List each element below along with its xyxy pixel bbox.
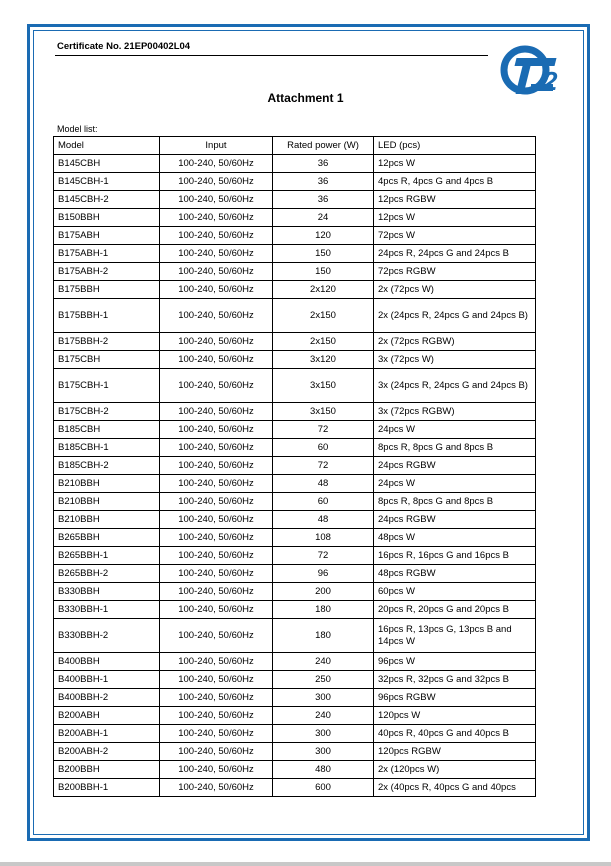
cell-input: 100-240, 50/60Hz bbox=[160, 245, 273, 263]
cell-led: 3x (72pcs W) bbox=[374, 351, 536, 369]
cell-rated-power: 60 bbox=[273, 439, 374, 457]
cell-rated-power: 150 bbox=[273, 245, 374, 263]
table-row bbox=[54, 245, 536, 263]
table-row bbox=[54, 155, 536, 173]
cell-led: 2x (72pcs RGBW) bbox=[374, 333, 536, 351]
cell-model: B200BBH-1 bbox=[54, 779, 160, 797]
cell-model: B185CBH-1 bbox=[54, 439, 160, 457]
header-rule bbox=[55, 55, 488, 56]
certificate-number: Certificate No. 21EP00402L04 bbox=[57, 41, 191, 52]
cell-input: 100-240, 50/60Hz bbox=[160, 529, 273, 547]
table-row bbox=[54, 191, 536, 209]
cell-led: 2x (120pcs W) bbox=[374, 761, 536, 779]
cell-model: B145CBH bbox=[54, 155, 160, 173]
cell-led: 24pcs RGBW bbox=[374, 511, 536, 529]
column-header-rated-power: Rated power (W) bbox=[273, 137, 374, 155]
cell-rated-power: 72 bbox=[273, 547, 374, 565]
cell-input: 100-240, 50/60Hz bbox=[160, 191, 273, 209]
table-row bbox=[54, 619, 536, 653]
cell-model: B400BBH-2 bbox=[54, 689, 160, 707]
table-row bbox=[54, 457, 536, 475]
cell-led: 72pcs RGBW bbox=[374, 263, 536, 281]
svg-text:2: 2 bbox=[543, 66, 558, 96]
cell-input: 100-240, 50/60Hz bbox=[160, 547, 273, 565]
cell-rated-power: 180 bbox=[273, 619, 374, 653]
table-row bbox=[54, 601, 536, 619]
cell-rated-power: 108 bbox=[273, 529, 374, 547]
cell-led: 48pcs RGBW bbox=[374, 565, 536, 583]
table-row bbox=[54, 653, 536, 671]
model-table bbox=[53, 136, 536, 797]
cell-led: 3x (72pcs RGBW) bbox=[374, 403, 536, 421]
cell-input: 100-240, 50/60Hz bbox=[160, 475, 273, 493]
cell-input: 100-240, 50/60Hz bbox=[160, 493, 273, 511]
cell-rated-power: 120 bbox=[273, 227, 374, 245]
cell-input: 100-240, 50/60Hz bbox=[160, 281, 273, 299]
cell-led: 16pcs R, 16pcs G and 16pcs B bbox=[374, 547, 536, 565]
column-header-input: Input bbox=[160, 137, 273, 155]
cell-rated-power: 48 bbox=[273, 511, 374, 529]
cell-input: 100-240, 50/60Hz bbox=[160, 689, 273, 707]
cell-model: B200ABH-1 bbox=[54, 725, 160, 743]
cell-rated-power: 2x120 bbox=[273, 281, 374, 299]
cell-rated-power: 3x150 bbox=[273, 369, 374, 403]
cell-model: B175CBH bbox=[54, 351, 160, 369]
cell-input: 100-240, 50/60Hz bbox=[160, 743, 273, 761]
table-row bbox=[54, 689, 536, 707]
table-row bbox=[54, 281, 536, 299]
cell-model: B200BBH bbox=[54, 761, 160, 779]
table-row bbox=[54, 547, 536, 565]
cell-led: 96pcs W bbox=[374, 653, 536, 671]
cell-rated-power: 48 bbox=[273, 475, 374, 493]
cell-led: 48pcs W bbox=[374, 529, 536, 547]
cell-rated-power: 60 bbox=[273, 493, 374, 511]
cell-rated-power: 150 bbox=[273, 263, 374, 281]
cell-model: B330BBH bbox=[54, 583, 160, 601]
table-row bbox=[54, 725, 536, 743]
cell-input: 100-240, 50/60Hz bbox=[160, 761, 273, 779]
cell-led: 24pcs RGBW bbox=[374, 457, 536, 475]
cell-rated-power: 250 bbox=[273, 671, 374, 689]
table-row bbox=[54, 369, 536, 403]
cell-rated-power: 3x150 bbox=[273, 403, 374, 421]
cell-model: B200ABH bbox=[54, 707, 160, 725]
cell-led: 2x (72pcs W) bbox=[374, 281, 536, 299]
cell-input: 100-240, 50/60Hz bbox=[160, 601, 273, 619]
cell-input: 100-240, 50/60Hz bbox=[160, 173, 273, 191]
cell-led: 72pcs W bbox=[374, 227, 536, 245]
cell-input: 100-240, 50/60Hz bbox=[160, 227, 273, 245]
cell-rated-power: 300 bbox=[273, 689, 374, 707]
cell-input: 100-240, 50/60Hz bbox=[160, 707, 273, 725]
table-row bbox=[54, 743, 536, 761]
cell-input: 100-240, 50/60Hz bbox=[160, 421, 273, 439]
table-row bbox=[54, 493, 536, 511]
cell-led: 16pcs R, 13pcs G, 13pcs B and 14pcs W bbox=[374, 619, 536, 653]
table-row bbox=[54, 511, 536, 529]
table-row bbox=[54, 333, 536, 351]
cell-model: B330BBH-2 bbox=[54, 619, 160, 653]
cell-input: 100-240, 50/60Hz bbox=[160, 403, 273, 421]
table-row bbox=[54, 227, 536, 245]
cell-input: 100-240, 50/60Hz bbox=[160, 457, 273, 475]
cell-rated-power: 200 bbox=[273, 583, 374, 601]
cell-model: B200ABH-2 bbox=[54, 743, 160, 761]
table-row bbox=[54, 707, 536, 725]
cell-model: B330BBH-1 bbox=[54, 601, 160, 619]
cell-model: B150BBH bbox=[54, 209, 160, 227]
page-title: Attachment 1 bbox=[267, 91, 344, 105]
cell-input: 100-240, 50/60Hz bbox=[160, 671, 273, 689]
table-header-row bbox=[54, 137, 536, 155]
cell-rated-power: 300 bbox=[273, 743, 374, 761]
cell-rated-power: 600 bbox=[273, 779, 374, 797]
cell-rated-power: 72 bbox=[273, 457, 374, 475]
cell-model: B175ABH-2 bbox=[54, 263, 160, 281]
cell-led: 12pcs RGBW bbox=[374, 191, 536, 209]
cell-led: 12pcs W bbox=[374, 209, 536, 227]
cell-led: 60pcs W bbox=[374, 583, 536, 601]
cell-rated-power: 36 bbox=[273, 191, 374, 209]
cell-rated-power: 36 bbox=[273, 155, 374, 173]
cell-rated-power: 3x120 bbox=[273, 351, 374, 369]
cell-input: 100-240, 50/60Hz bbox=[160, 263, 273, 281]
cell-input: 100-240, 50/60Hz bbox=[160, 351, 273, 369]
cell-led: 24pcs W bbox=[374, 475, 536, 493]
table-row bbox=[54, 529, 536, 547]
table-row bbox=[54, 779, 536, 797]
table-row bbox=[54, 403, 536, 421]
table-row bbox=[54, 761, 536, 779]
cell-input: 100-240, 50/60Hz bbox=[160, 511, 273, 529]
cell-led: 96pcs RGBW bbox=[374, 689, 536, 707]
bottom-scroll-edge bbox=[0, 862, 611, 866]
cell-led: 24pcs W bbox=[374, 421, 536, 439]
cell-model: B175CBH-1 bbox=[54, 369, 160, 403]
cell-rated-power: 36 bbox=[273, 173, 374, 191]
cell-model: B210BBH bbox=[54, 493, 160, 511]
cell-model: B175BBH-2 bbox=[54, 333, 160, 351]
cell-rated-power: 2x150 bbox=[273, 299, 374, 333]
cell-model: B210BBH bbox=[54, 475, 160, 493]
cell-input: 100-240, 50/60Hz bbox=[160, 369, 273, 403]
cell-rated-power: 24 bbox=[273, 209, 374, 227]
cell-rated-power: 240 bbox=[273, 707, 374, 725]
cell-model: B400BBH bbox=[54, 653, 160, 671]
model-list-label: Model list: bbox=[57, 124, 98, 134]
cell-input: 100-240, 50/60Hz bbox=[160, 299, 273, 333]
table-row bbox=[54, 351, 536, 369]
cell-led: 120pcs RGBW bbox=[374, 743, 536, 761]
cell-input: 100-240, 50/60Hz bbox=[160, 779, 273, 797]
cell-model: B175BBH bbox=[54, 281, 160, 299]
table-row bbox=[54, 421, 536, 439]
cell-model: B145CBH-1 bbox=[54, 173, 160, 191]
table-row bbox=[54, 209, 536, 227]
table-row bbox=[54, 299, 536, 333]
cell-led: 8pcs R, 8pcs G and 8pcs B bbox=[374, 493, 536, 511]
cell-model: B400BBH-1 bbox=[54, 671, 160, 689]
cell-input: 100-240, 50/60Hz bbox=[160, 155, 273, 173]
table-row bbox=[54, 671, 536, 689]
cell-model: B265BBH-1 bbox=[54, 547, 160, 565]
cell-input: 100-240, 50/60Hz bbox=[160, 333, 273, 351]
cell-rated-power: 300 bbox=[273, 725, 374, 743]
cell-model: B175CBH-2 bbox=[54, 403, 160, 421]
cell-input: 100-240, 50/60Hz bbox=[160, 653, 273, 671]
table-body bbox=[54, 155, 536, 797]
cell-led: 12pcs W bbox=[374, 155, 536, 173]
table-row bbox=[54, 475, 536, 493]
column-header-led: LED (pcs) bbox=[374, 137, 536, 155]
cell-led: 40pcs R, 40pcs G and 40pcs B bbox=[374, 725, 536, 743]
cell-model: B175ABH bbox=[54, 227, 160, 245]
cell-rated-power: 240 bbox=[273, 653, 374, 671]
cell-led: 24pcs R, 24pcs G and 24pcs B bbox=[374, 245, 536, 263]
cell-led: 120pcs W bbox=[374, 707, 536, 725]
cell-led: 4pcs R, 4pcs G and 4pcs B bbox=[374, 173, 536, 191]
cell-input: 100-240, 50/60Hz bbox=[160, 619, 273, 653]
cell-input: 100-240, 50/60Hz bbox=[160, 209, 273, 227]
cell-rated-power: 72 bbox=[273, 421, 374, 439]
table-row bbox=[54, 565, 536, 583]
column-header-model: Model bbox=[54, 137, 160, 155]
cell-rated-power: 96 bbox=[273, 565, 374, 583]
cell-model: B175BBH-1 bbox=[54, 299, 160, 333]
cell-model: B145CBH-2 bbox=[54, 191, 160, 209]
table-row bbox=[54, 173, 536, 191]
cell-led: 20pcs R, 20pcs G and 20pcs B bbox=[374, 601, 536, 619]
cell-model: B265BBH bbox=[54, 529, 160, 547]
cell-model: B265BBH-2 bbox=[54, 565, 160, 583]
cell-input: 100-240, 50/60Hz bbox=[160, 725, 273, 743]
cell-model: B175ABH-1 bbox=[54, 245, 160, 263]
cell-led: 32pcs R, 32pcs G and 32pcs B bbox=[374, 671, 536, 689]
table-row bbox=[54, 583, 536, 601]
cell-model: B210BBH bbox=[54, 511, 160, 529]
cell-led: 2x (40pcs R, 40pcs G and 40pcs bbox=[374, 779, 536, 797]
cell-input: 100-240, 50/60Hz bbox=[160, 439, 273, 457]
cell-model: B185CBH bbox=[54, 421, 160, 439]
cell-model: B185CBH-2 bbox=[54, 457, 160, 475]
cell-led: 3x (24pcs R, 24pcs G and 24pcs B) bbox=[374, 369, 536, 403]
cell-led: 8pcs R, 8pcs G and 8pcs B bbox=[374, 439, 536, 457]
cell-rated-power: 180 bbox=[273, 601, 374, 619]
table-row bbox=[54, 439, 536, 457]
cell-led: 2x (24pcs R, 24pcs G and 24pcs B) bbox=[374, 299, 536, 333]
table-row bbox=[54, 263, 536, 281]
cell-input: 100-240, 50/60Hz bbox=[160, 565, 273, 583]
cell-rated-power: 480 bbox=[273, 761, 374, 779]
cell-rated-power: 2x150 bbox=[273, 333, 374, 351]
cell-input: 100-240, 50/60Hz bbox=[160, 583, 273, 601]
